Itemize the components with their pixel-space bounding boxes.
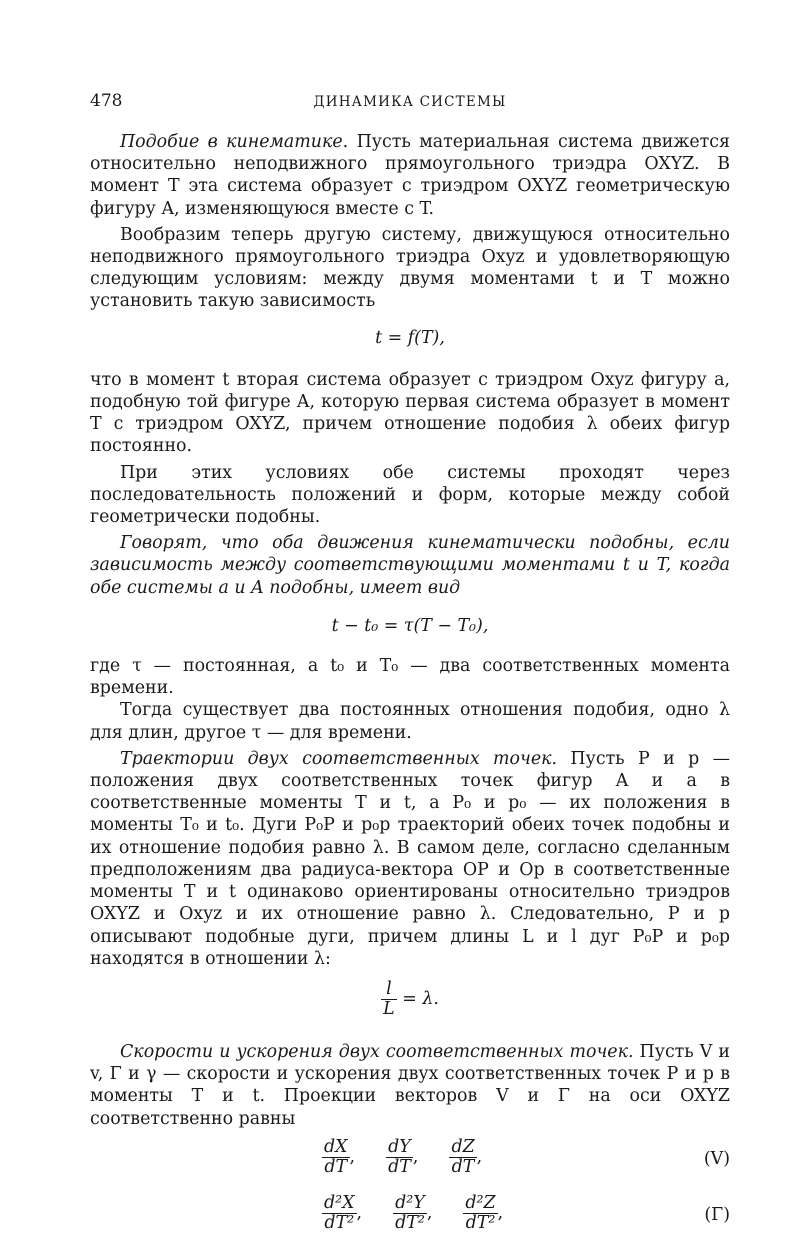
paragraph: что в момент t вторая система образует с триэдром Oxyz фигуру a, подобную той фигуре A, которую первая система образует в момент T с триэдром OXYZ, причем отношение подобия λ обеих фигур постоянно. (90, 369, 730, 457)
page-number: 478 (90, 91, 123, 111)
equation-Gamma (90, 1192, 730, 1240)
paragraph: При этих условиях обе системы проходят через последовательность положений и форм, которые между собой геометрически подобны. (90, 462, 730, 528)
numerator: dX (324, 1136, 348, 1157)
comma: , (349, 1146, 356, 1167)
numerator: dY (386, 1138, 413, 1158)
formula-time-relation: t − t₀ = τ(T − T₀), (331, 615, 489, 636)
comma: , (497, 1202, 504, 1223)
numerator: d²Y (393, 1194, 427, 1214)
numerator: l (381, 980, 397, 1000)
running-title: ДИНАМИКА СИСТЕМЫ (313, 94, 507, 110)
denominator: dT² (324, 1212, 355, 1233)
paragraph-text: Пусть V и v, Γ и γ — скорости и ускорения двух соответственных точек P и p в моменты T и t. Проекции векторов V и Γ на оси OXYZ соответственно равны (90, 1041, 730, 1129)
equation-label: (V) (703, 1148, 730, 1169)
comma: , (356, 1202, 363, 1223)
paragraph-velocities (90, 1041, 730, 1130)
paragraph: Тогда существует два постоянных отношения подобия, одно λ для длин, другое τ — для времени. (90, 700, 730, 743)
numerator: d²Z (465, 1192, 496, 1213)
section-heading: Скорости и ускорения двух соответственных точек. (120, 1041, 634, 1062)
denominator: dT² (465, 1212, 496, 1233)
formula-t-f-T: t = f(T), (375, 327, 445, 348)
comma: , (476, 1146, 483, 1167)
equation-label: (Γ) (704, 1204, 730, 1225)
denominator: dT (451, 1156, 475, 1177)
paragraph: где τ — постоянная, а t₀ и T₀ — два соответственных момента времени. (90, 656, 730, 699)
section-heading: Подобие в кинематике. (120, 132, 349, 152)
numerator: dZ (451, 1136, 475, 1157)
paragraph: Вообразим теперь другую систему, движущуюся относительно неподвижного прямоугольного триэдра Oxyz и удовлетворяющую следующим условиям: между двумя моментами t и T можно установить такую зависимость (90, 224, 730, 312)
fraction-dZ-dT (449, 1138, 476, 1177)
numerator: d²X (324, 1192, 355, 1213)
comma: , (412, 1146, 419, 1167)
paragraph-similarity-kinematics (90, 131, 730, 220)
denominator: dT² (395, 1212, 425, 1233)
body-text (90, 131, 730, 1240)
formula-length-ratio (90, 980, 730, 1019)
denominator: L (383, 998, 395, 1019)
paragraph-text: Пусть P и p — положения двух соответственных точек фигур A и a в соответственные моменты T и t, а P₀ и p₀ — их положения в моменты T₀ и t₀. Дуги P₀P и p₀p траекторий обеих точек подобны и их отношение подобия равно λ. В самом деле, согласно сделанным предположениям два радиуса-вектора OP и Op в соответственные моменты T и t одинаково ориентированы относительно триэдров OXYZ и Oxyz и их отношение равно λ. Следовательно, P и p описывают подобные дуги, причем длины L и l дуг P₀P и p₀p находятся в отношении λ: (90, 748, 730, 969)
denominator: dT (388, 1156, 411, 1177)
fraction-dY-dT (386, 1138, 413, 1177)
formula-rhs: = λ. (402, 988, 439, 1009)
page-header (90, 90, 730, 112)
fraction-dX-dT (322, 1138, 350, 1177)
section-heading: Траектории двух соответственных точек. (120, 748, 558, 769)
fraction (381, 980, 397, 1019)
equation-V (90, 1136, 730, 1184)
comma: , (426, 1202, 433, 1223)
paragraph-trajectories (90, 748, 730, 970)
denominator: dT (324, 1156, 348, 1177)
paragraph-definition: Говорят, что оба движения кинематически подобны, если зависимость между соответствующими моментами t и T, когда обе системы a и A подобны, имеет вид (90, 533, 730, 598)
paragraph-text: Пусть материальная система движется относительно неподвижного прямоугольного триэдра OXYZ. В момент T эта система образует с триэдром OXYZ геометрическую фигуру A, изменяющуюся вместе с T. (90, 132, 730, 219)
